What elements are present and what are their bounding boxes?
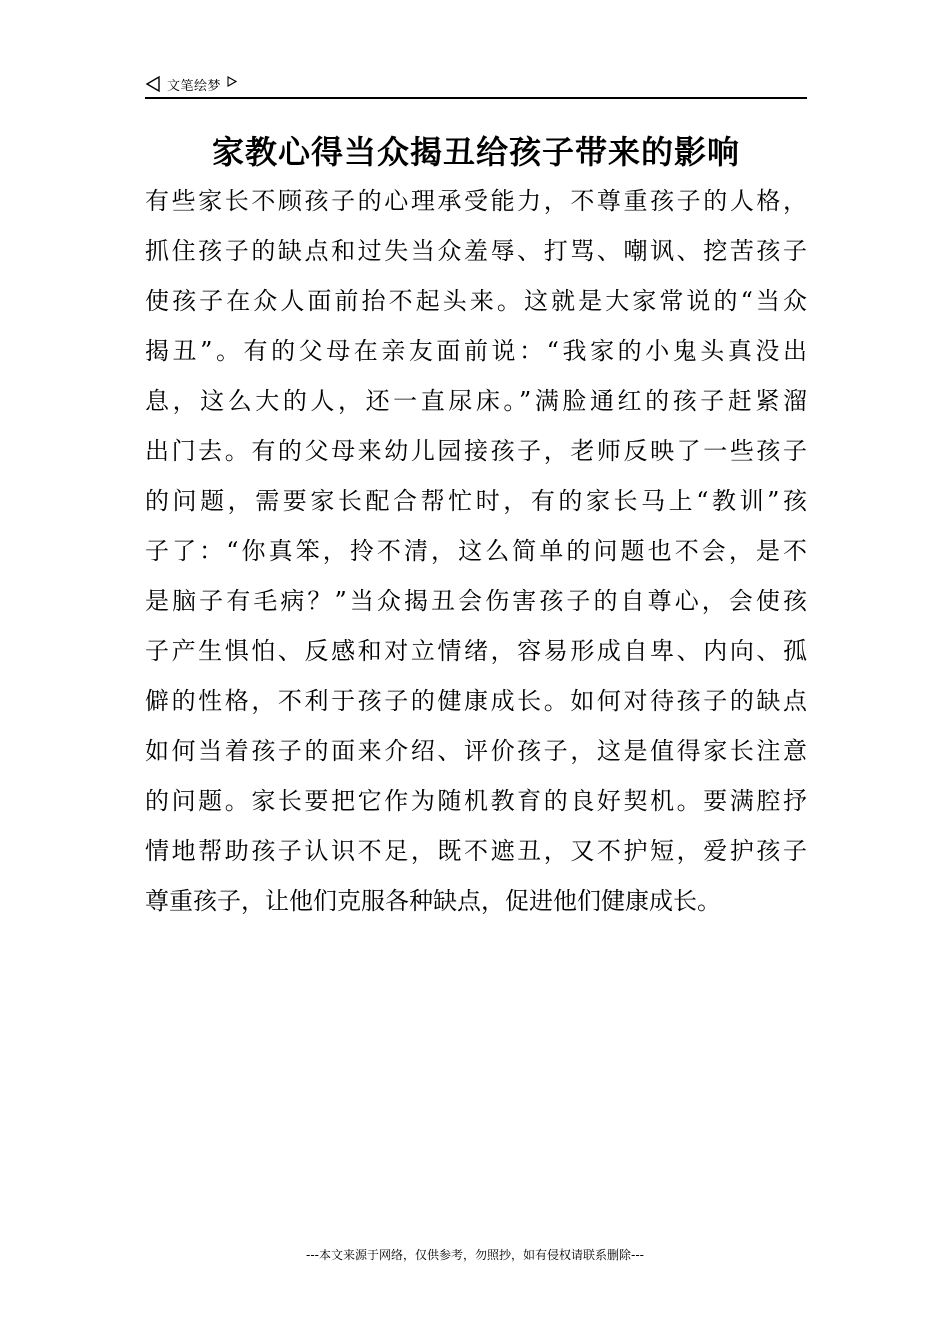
body-line: 僻的性格，不利于孩子的健康成长。如何对待孩子的缺点 bbox=[145, 687, 807, 715]
body-line: 有些家长不顾孩子的心理承受能力，不尊重孩子的人格， bbox=[145, 187, 807, 215]
body-line: 是脑子有毛病？”当众揭丑会伤害孩子的自尊心，会使孩 bbox=[145, 587, 807, 615]
header-divider bbox=[145, 97, 807, 99]
body-line: 尊重孩子，让他们克服各种缺点，促进他们健康成长。 bbox=[145, 887, 721, 915]
document-body bbox=[145, 176, 807, 926]
document-title: 家教心得当众揭丑给孩子带来的影响 bbox=[211, 133, 740, 171]
body-line: 子产生惧怕、反感和对立情绪，容易形成自卑、内向、孤 bbox=[145, 637, 807, 665]
body-line: 揭丑”。有的父母在亲友面前说：“我家的小鬼头真没出 bbox=[145, 337, 807, 365]
body-line: 的问题，需要家长配合帮忙时，有的家长马上“教训”孩 bbox=[145, 487, 807, 515]
body-line: 息，这么大的人，还一直尿床。”满脸通红的孩子赶紧溜 bbox=[145, 387, 807, 415]
body-line: 情地帮助孩子认识不足，既不遮丑，又不护短，爱护孩子 bbox=[145, 837, 807, 865]
body-line: 出门去。有的父母来幼儿园接孩子，老师反映了一些孩子 bbox=[145, 437, 807, 465]
body-line: 的问题。家长要把它作为随机教育的良好契机。要满腔抒 bbox=[145, 787, 807, 815]
body-line: 如何当着孩子的面来介绍、评价孩子，这是值得家长注意 bbox=[145, 737, 807, 765]
right-triangle-icon bbox=[227, 76, 237, 87]
page-header bbox=[145, 72, 807, 96]
body-line: 抓住孩子的缺点和过失当众羞辱、打骂、嘲讽、挖苦孩子 bbox=[145, 237, 807, 265]
footer-disclaimer: ---本文来源于网络，仅供参考，勿照抄，如有侵权请联系删除--- bbox=[306, 1248, 644, 1262]
header-brand: 文笔绘梦 bbox=[167, 78, 222, 94]
left-triangle-icon bbox=[145, 76, 161, 92]
body-line: 使孩子在众人面前抬不起头来。这就是大家常说的“当众 bbox=[145, 287, 807, 315]
body-line: 子了：“你真笨，拎不清，这么简单的问题也不会，是不 bbox=[145, 537, 807, 565]
